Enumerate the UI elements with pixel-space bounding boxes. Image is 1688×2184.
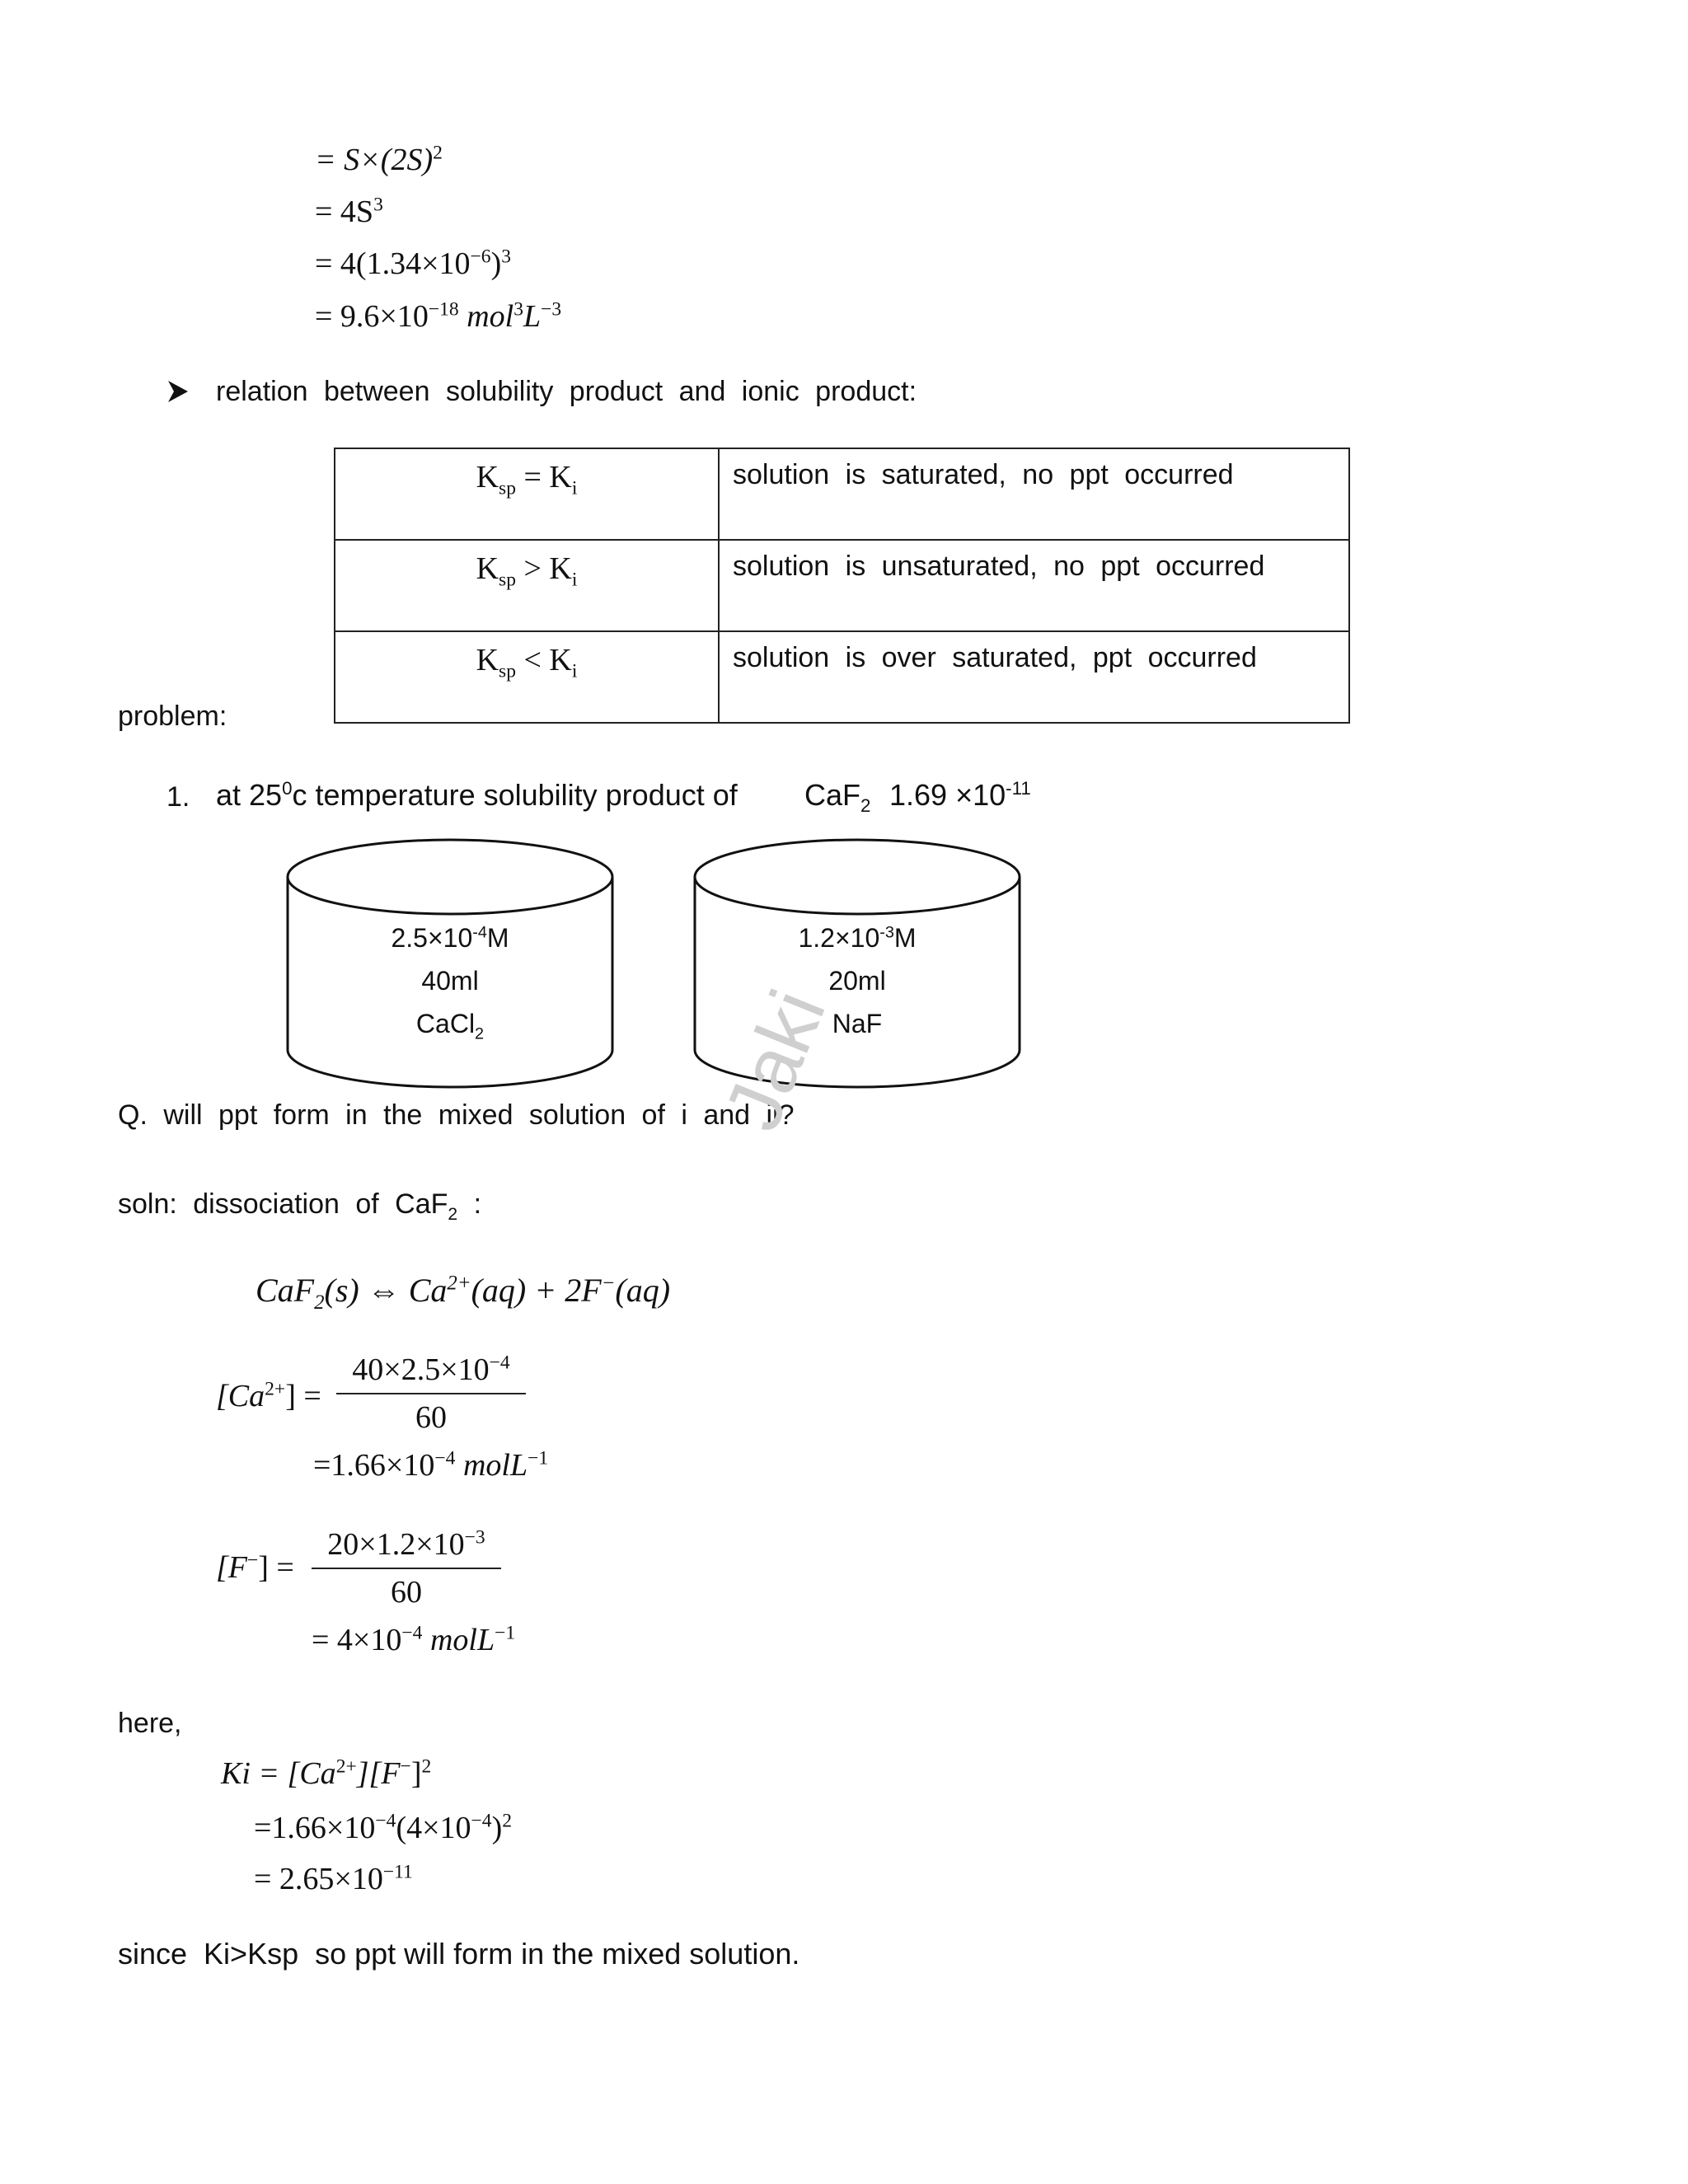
condition-cell: $K_{sp} < K_i$ [335,631,719,723]
table-row [335,448,1349,540]
container-ii-volume: 20ml [828,966,886,996]
table-row [335,540,1349,631]
watermark: Jaki [707,978,843,1142]
derivation-line-1: = $S\times(2S)^2$ [315,142,443,177]
meaning-cell: solution is unsaturated, no ppt occurred [719,540,1349,631]
arrowhead-bullet-icon [166,379,190,408]
problem-heading: problem: [118,701,227,732]
condition-cell: $K_{sp} = K_i$ [335,448,719,540]
container-i-formula: CaCl$_2$ [415,1009,485,1043]
question-text: Q. will ppt form in the mixed solution of i and ii? [118,1099,795,1131]
f-concentration-result: = $4\times 10^{-4}$ molL$^{-1}$ [312,1622,516,1657]
container-i-volume: 40ml [421,966,479,996]
f-concentration-fraction: $\frac{20\times 1.2\times 10^{-3}}{60}$ [312,1526,501,1610]
ki-line-3: = $2.65\times 10^{-11}$ [254,1861,413,1896]
ca-concentration-lhs: $[Ca^{2+}]$ = [216,1378,321,1413]
dissociation-equation: CaF$_2$(s) ⇔ $Ca^{2+}(aq) + 2F^-(aq)$ [256,1272,671,1314]
problem-text: at $25^0c$ temperature solubility product of [216,778,738,812]
ki-line-1: $Ki = [Ca^{2+}][F^-]^2$ [221,1755,432,1791]
condition-cell: $K_{sp} > K_i$ [335,540,719,631]
container-ii-formula: NaF [832,1009,883,1038]
relation-table [334,448,1350,724]
conclusion-text: since Ki>Ksp so ppt will form in the mixed solution. [118,1937,800,1971]
solution-label: soln: dissociation of CaF$_2$ : [118,1188,482,1224]
here-label: here, [118,1708,182,1739]
container-ii-conc: $1.2\times 10^{-3}M$ [798,923,917,953]
container-i-conc: $2.5\times 10^{-4}M$ [391,923,509,953]
derivation-line-4: = $9.6\times 10^{-18}$ $mol^3L^{-3}$ [315,298,562,334]
meaning-cell: solution is saturated, no ppt occurred [719,448,1349,540]
table-row [335,631,1349,723]
problem-value: $1.69 \times 10^{-11}$ [889,778,1031,812]
derivation-line-2: = $4S^3$ [315,194,383,229]
f-concentration-lhs: [F−] = [216,1549,294,1585]
ki-line-2: $=1.66\times 10^{-4}(4\times 10^{-4})^2$ [254,1810,513,1845]
derivation-line-3: = $4(1.34\times 10^{-6})^3$ [315,246,512,281]
meaning-cell: solution is over saturated, ppt occurred [719,631,1349,723]
problem-compound: CaF$_2$ [804,778,871,817]
ca-concentration-result: $=1.66\times 10^{-4}$ molL$^{-1}$ [313,1447,549,1483]
ca-concentration-fraction: $\frac{40\times 2.5\times 10^{-4}}{60}$ [336,1352,526,1436]
bullet-text: relation between solubility product and ionic product: [216,376,917,407]
problem-number: 1. [166,781,190,813]
container-i-label [285,916,615,1045]
